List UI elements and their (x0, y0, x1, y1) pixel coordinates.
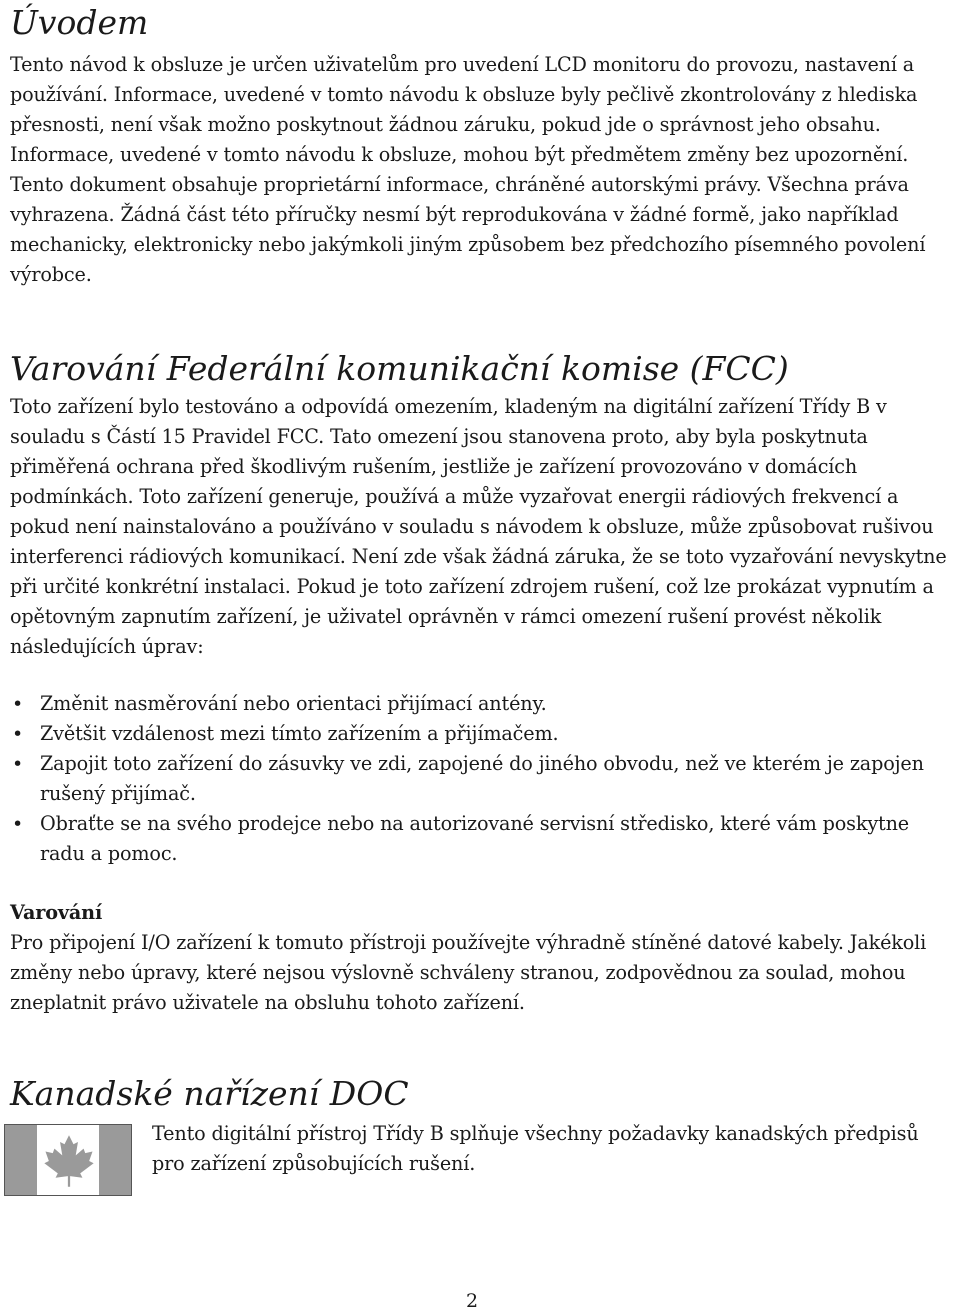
page-number: 2 (466, 1290, 479, 1312)
bullet-icon: • (12, 693, 24, 715)
intro-title: Úvodem (10, 3, 149, 42)
doc-paragraph: Tento digitální přístroj Třídy B splňuje všechny požadavky kanadských předpisů pro zařízení způsobujících rušení. (152, 1122, 919, 1175)
warning-heading: Varování (10, 901, 103, 924)
canadian-flag-icon (4, 1124, 132, 1196)
list-item (10, 689, 954, 719)
list-item-text: Obraťte se na svého prodejce nebo na autorizované servisní středisko, které vám poskytne radu a pomoc. (40, 812, 909, 865)
list-item-text: Změnit nasměrování nebo orientaci přijímací antény. (40, 692, 547, 715)
flag-left-band (5, 1125, 37, 1195)
maple-leaf-icon (41, 1133, 97, 1189)
list-item (10, 809, 954, 869)
fcc-bullet-list (10, 689, 954, 869)
doc-title: Kanadské nařízení DOC (10, 1074, 409, 1113)
intro-paragraph: Tento návod k obsluze je určen uživatelům pro uvedení LCD monitoru do provozu, nastavení a používání. Informace, uvedené v tomto návodu k obsluze byly pečlivě zkontrolovány z hlediska přesnosti, není však možno poskytnout žádnou záruku, pokud jde o správnost jeho obsahu. Informace, uvedené v tomto návodu k obsluze, mohou být předmětem změny bez upozornění. Tento dokument obsahuje proprietární informace, chráněné autorskými právy. Všechna práva vyhrazena. Žádná část této příručky nesmí být reprodukována v žádné formě, jako například mechanicky, elektronicky nebo jakýmkoli jiným způsobem bez předchozího písemného povolení výrobce. (10, 53, 926, 286)
bullet-icon: • (12, 723, 24, 745)
flag-right-band (99, 1125, 131, 1195)
fcc-title: Varování Federální komunikační komise (FCC) (10, 349, 789, 388)
list-item-text: Zapojit toto zařízení do zásuvky ve zdi, zapojené do jiného obvodu, než ve kterém je zapojen rušený přijímač. (40, 752, 924, 805)
list-item (10, 719, 954, 749)
bullet-icon: • (12, 813, 24, 835)
list-item (10, 749, 954, 809)
list-item-text: Zvětšit vzdálenost mezi tímto zařízením a přijímačem. (40, 722, 559, 745)
bullet-icon: • (12, 753, 24, 775)
fcc-paragraph: Toto zařízení bylo testováno a odpovídá omezením, kladeným na digitální zařízení Třídy B v souladu s Částí 15 Pravidel FCC. Tato omezení jsou stanovena proto, aby byla poskytnuta přiměřená ochrana před škodlivým rušením, jestliže je zařízení provozováno v domácích podmínkách. Toto zařízení generuje, používá a může vyzařovat energii rádiových frekvencí a pokud není nainstalováno a používáno v souladu s návodem k obsluze, může způsobovat rušivou interferenci rádiových komunikací. Není zde však žádná záruka, že se toto vyzařování nevyskytne při určité konkrétní instalaci. Pokud je toto zařízení zdrojem rušení, což lze prokázat vypnutím a opětovným zapnutím zařízení, je uživatel oprávněn v rámci omezení rušení provést několik následujících úprav: (10, 395, 947, 658)
warning-paragraph: Pro připojení I/O zařízení k tomuto přístroji používejte výhradně stíněné datové kabely. Jakékoli změny nebo úpravy, které nejsou výslovně schváleny stranou, zodpovědnou za soulad, mohou zneplatnit právo uživatele na obsluhu tohoto zařízení. (10, 931, 927, 1014)
